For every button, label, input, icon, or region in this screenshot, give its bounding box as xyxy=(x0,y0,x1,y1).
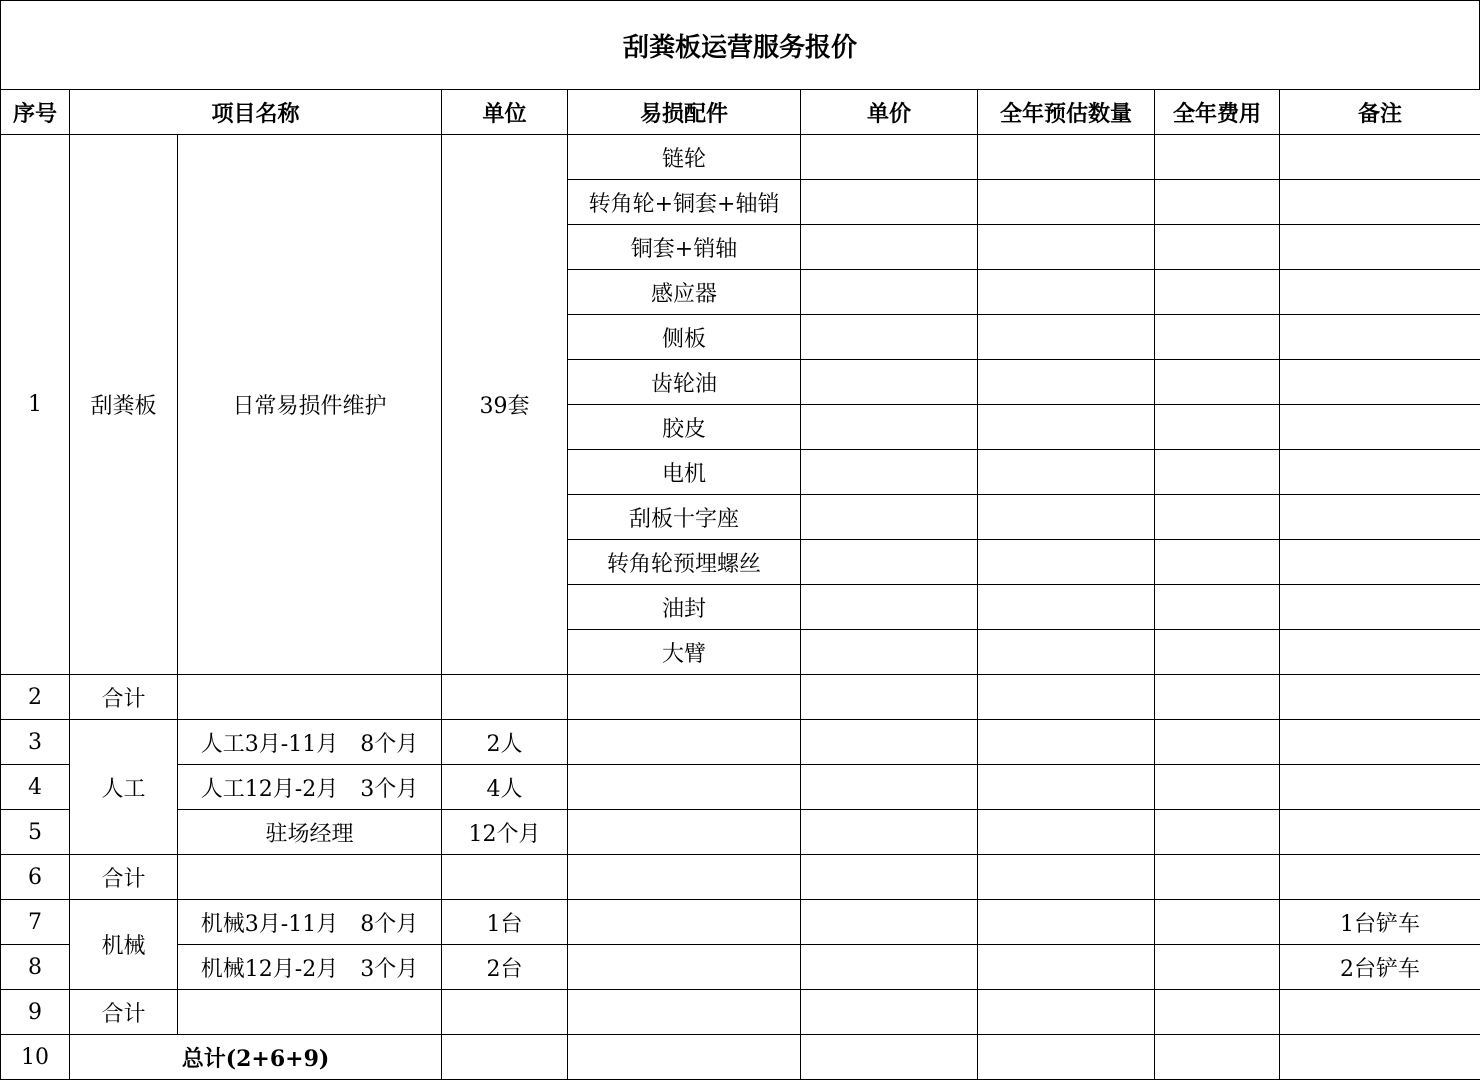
part-cell: 齿轮油 xyxy=(568,360,801,405)
note-cell: 2台铲车 xyxy=(1280,945,1480,990)
header-cost: 全年费用 xyxy=(1155,90,1280,135)
quote-table xyxy=(0,89,1480,1080)
header-item: 项目名称 xyxy=(70,90,442,135)
subtotal-label: 合计 xyxy=(70,855,178,900)
item-cell: 日常易损件维护 xyxy=(178,135,442,675)
unit-cell: 1台 xyxy=(442,900,568,945)
seq-cell: 10 xyxy=(1,1035,70,1080)
unit-cell: 39套 xyxy=(442,135,568,675)
note-cell xyxy=(1280,135,1480,180)
part-cell: 油封 xyxy=(568,585,801,630)
grand-total-label: 总计(2+6+9) xyxy=(70,1035,442,1080)
price-cell xyxy=(801,135,978,180)
seq-cell: 9 xyxy=(1,990,70,1035)
part-cell: 铜套+销轴 xyxy=(568,225,801,270)
category-cell: 人工 xyxy=(70,720,178,855)
unit-cell: 4人 xyxy=(442,765,568,810)
item-cell: 人工3月-11月 8个月 xyxy=(178,720,442,765)
qty-cell xyxy=(978,135,1155,180)
part-cell: 链轮 xyxy=(568,135,801,180)
header-row xyxy=(1,90,1480,135)
subtotal-row xyxy=(1,675,1480,720)
item-cell: 机械12月-2月 3个月 xyxy=(178,945,442,990)
header-note: 备注 xyxy=(1280,90,1480,135)
total-row xyxy=(1,1035,1480,1080)
item-cell: 驻场经理 xyxy=(178,810,442,855)
table-row xyxy=(1,135,1480,180)
part-cell: 转角轮+铜套+轴销 xyxy=(568,180,801,225)
item-cell: 人工12月-2月 3个月 xyxy=(178,765,442,810)
note-cell: 1台铲车 xyxy=(1280,900,1480,945)
seq-cell: 5 xyxy=(1,810,70,855)
part-cell: 侧板 xyxy=(568,315,801,360)
seq-cell: 4 xyxy=(1,765,70,810)
subtotal-row xyxy=(1,855,1480,900)
seq-cell: 7 xyxy=(1,900,70,945)
seq-cell: 3 xyxy=(1,720,70,765)
category-cell: 刮粪板 xyxy=(70,135,178,675)
header-parts: 易损配件 xyxy=(568,90,801,135)
part-cell: 刮板十字座 xyxy=(568,495,801,540)
part-cell: 转角轮预埋螺丝 xyxy=(568,540,801,585)
item-cell: 机械3月-11月 8个月 xyxy=(178,900,442,945)
seq-cell: 1 xyxy=(1,135,70,675)
table-row xyxy=(1,720,1480,765)
unit-cell: 2人 xyxy=(442,720,568,765)
part-cell: 电机 xyxy=(568,450,801,495)
header-seq: 序号 xyxy=(1,90,70,135)
sheet-title: 刮粪板运营服务报价 xyxy=(0,0,1480,89)
header-qty: 全年预估数量 xyxy=(978,90,1155,135)
table-row xyxy=(1,945,1480,990)
part-cell: 大臂 xyxy=(568,630,801,675)
subtotal-label: 合计 xyxy=(70,675,178,720)
seq-cell: 6 xyxy=(1,855,70,900)
seq-cell: 8 xyxy=(1,945,70,990)
seq-cell: 2 xyxy=(1,675,70,720)
unit-cell: 2台 xyxy=(442,945,568,990)
cost-cell xyxy=(1155,135,1280,180)
table-row xyxy=(1,810,1480,855)
subtotal-label: 合计 xyxy=(70,990,178,1035)
header-price: 单价 xyxy=(801,90,978,135)
unit-cell: 12个月 xyxy=(442,810,568,855)
header-unit: 单位 xyxy=(442,90,568,135)
table-row xyxy=(1,900,1480,945)
subtotal-row xyxy=(1,990,1480,1035)
category-cell: 机械 xyxy=(70,900,178,990)
table-row xyxy=(1,765,1480,810)
part-cell: 胶皮 xyxy=(568,405,801,450)
part-cell: 感应器 xyxy=(568,270,801,315)
